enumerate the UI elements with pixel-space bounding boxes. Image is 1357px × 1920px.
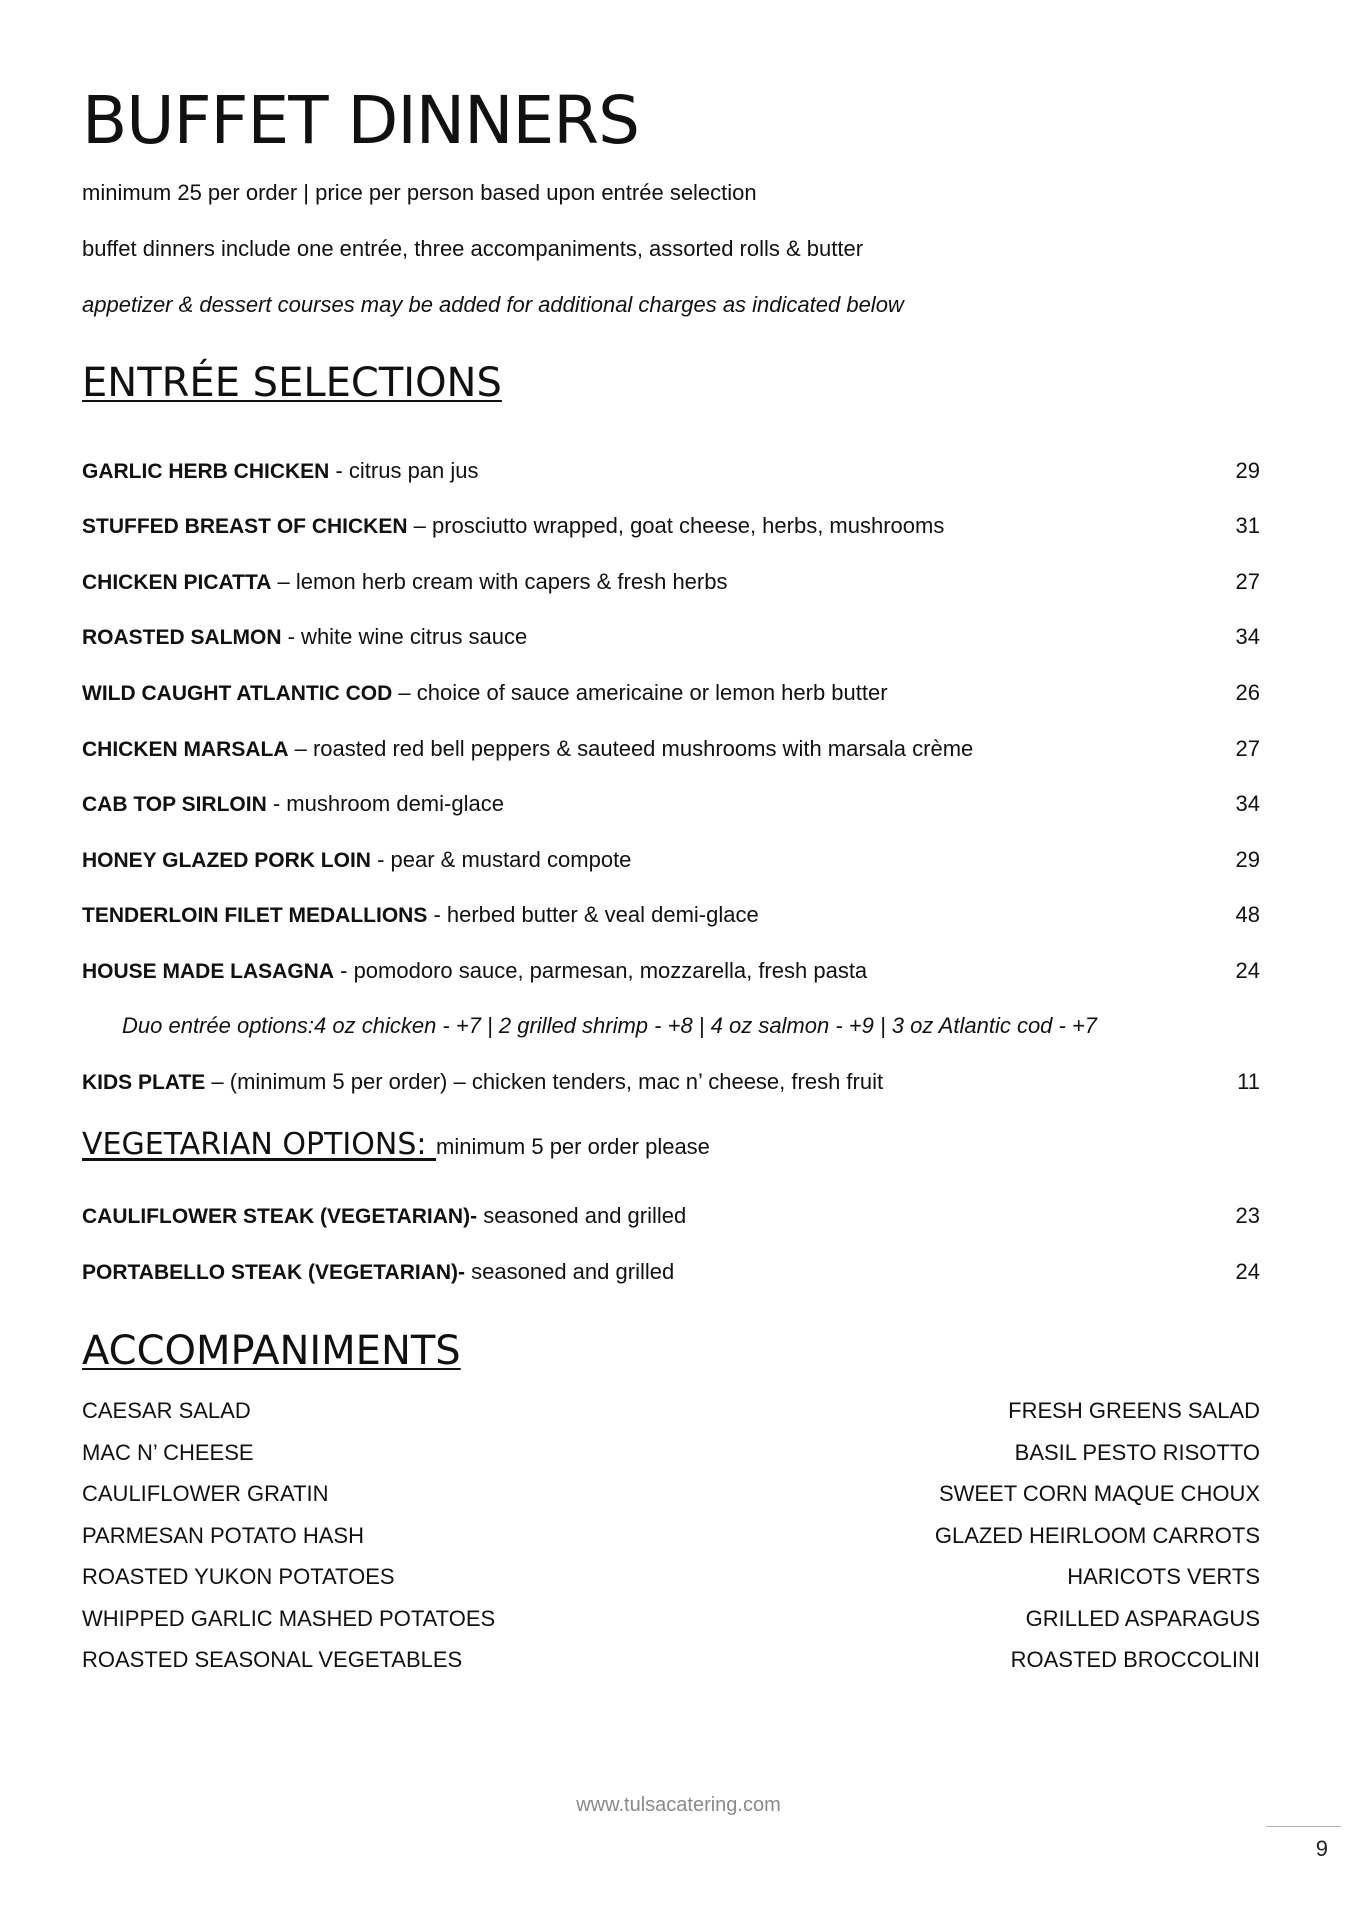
entree-price: 29: [1235, 458, 1260, 483]
kids-plate-price: 11: [1237, 1069, 1260, 1094]
vegetarian-title: VEGETARIAN OPTIONS:: [82, 1127, 437, 1162]
kids-plate-row: [82, 1067, 1260, 1097]
entree-heading: ENTRÉE SELECTIONS: [82, 360, 502, 406]
accompaniment-item: GLAZED HEIRLOOM CARROTS: [934, 1522, 1260, 1548]
entree-desc: - pomodoro sauce, parmesan, mozzarella, fresh pasta: [334, 958, 868, 983]
entree-row: [82, 456, 1260, 486]
entree-desc: - white wine citrus sauce: [281, 624, 528, 649]
entree-price: 34: [1235, 791, 1260, 816]
accompaniment-item: HARICOTS VERTS: [1067, 1564, 1260, 1589]
entree-desc: – prosciutto wrapped, goat cheese, herbs, mushrooms: [407, 513, 945, 538]
vegetarian-name: PORTABELLO STEAK (VEGETARIAN)-: [82, 1261, 466, 1284]
footer-url: www.tulsacatering.com: [576, 1794, 781, 1816]
duo-entree-note: Duo entrée options:4 oz chicken - +7 | 2 grilled shrimp - +8 | 4 oz salmon - +9 | 3 oz Atlantic cod - +7: [122, 1013, 1098, 1038]
vegetarian-heading: [82, 1127, 710, 1162]
accompaniment-item: CAESAR SALAD: [82, 1398, 251, 1423]
entree-row: [82, 789, 1260, 819]
entree-row: [82, 567, 1260, 597]
accompaniments-left-list: [82, 1396, 495, 1687]
accompaniment-item: BASIL PESTO RISOTTO: [1014, 1439, 1260, 1465]
intro-includes: buffet dinners include one entrée, three accompaniments, assorted rolls & butter: [82, 236, 864, 261]
kids-plate-name: KIDS PLATE: [82, 1071, 206, 1094]
accompaniment-item: FRESH GREENS SALAD: [1008, 1398, 1260, 1423]
entree-desc: – roasted red bell peppers & sauteed mushrooms with marsala crème: [288, 736, 974, 761]
accompaniments-right-list: [935, 1396, 1260, 1687]
vegetarian-desc: seasoned and grilled: [477, 1203, 687, 1228]
kids-plate-desc: – (minimum 5 per order) – chicken tenders, mac n’ cheese, fresh fruit: [205, 1069, 884, 1094]
entree-desc: - herbed butter & veal demi-glace: [427, 902, 759, 927]
entree-row: [82, 845, 1260, 875]
intro-addons: appetizer & dessert courses may be added for additional charges as indicated below: [82, 292, 904, 317]
accompaniment-item: PARMESAN POTATO HASH: [82, 1522, 364, 1548]
vegetarian-row: [82, 1201, 1260, 1231]
entree-price: 27: [1235, 736, 1260, 761]
entree-price: 27: [1235, 569, 1260, 594]
entree-desc: – choice of sauce americaine or lemon herb butter: [392, 680, 888, 705]
entree-desc: - mushroom demi-glace: [266, 791, 504, 816]
accompaniment-item: MAC N’ CHEESE: [82, 1439, 254, 1465]
entree-name: HOUSE MADE LASAGNA: [82, 960, 335, 983]
entree-desc: - pear & mustard compote: [370, 847, 632, 872]
entree-price: 24: [1235, 958, 1260, 983]
entree-price: 26: [1235, 680, 1260, 705]
vegetarian-name: CAULIFLOWER STEAK (VEGETARIAN)-: [82, 1205, 478, 1228]
vegetarian-price: 24: [1235, 1259, 1260, 1284]
entree-name: WILD CAUGHT ATLANTIC COD: [82, 682, 393, 705]
vegetarian-price: 23: [1235, 1203, 1260, 1228]
vegetarian-desc: seasoned and grilled: [465, 1259, 675, 1284]
accompaniment-item: ROASTED BROCCOLINI: [1010, 1647, 1260, 1672]
accompaniment-item: ROASTED SEASONAL VEGETABLES: [82, 1647, 463, 1672]
vegetarian-note: minimum 5 per order please: [436, 1134, 710, 1159]
entree-price: 29: [1235, 847, 1260, 872]
page-number: 9: [1315, 1836, 1328, 1861]
entree-name: CAB TOP SIRLOIN: [82, 793, 267, 816]
entree-price: 31: [1235, 513, 1260, 538]
accompaniment-item: ROASTED YUKON POTATOES: [82, 1564, 395, 1589]
entree-name: HONEY GLAZED PORK LOIN: [82, 849, 371, 872]
accompaniment-item: GRILLED ASPARAGUS: [1025, 1605, 1260, 1631]
intro-minimum: minimum 25 per order | price per person based upon entrée selection: [82, 180, 757, 205]
entree-name: STUFFED BREAST OF CHICKEN: [82, 515, 408, 538]
entree-row: [82, 678, 1260, 708]
entree-name: GARLIC HERB CHICKEN: [82, 460, 330, 483]
entree-price: 34: [1235, 624, 1260, 649]
entree-desc: – lemon herb cream with capers & fresh herbs: [271, 569, 728, 594]
vegetarian-row: [82, 1257, 1260, 1287]
entree-row: [82, 900, 1260, 930]
accompaniment-item: WHIPPED GARLIC MASHED POTATOES: [82, 1605, 496, 1631]
entree-name: CHICKEN PICATTA: [82, 571, 272, 594]
accompaniment-item: CAULIFLOWER GRATIN: [82, 1481, 329, 1506]
entree-row: [82, 734, 1260, 764]
entree-price: 48: [1235, 902, 1260, 927]
entree-name: TENDERLOIN FILET MEDALLIONS: [82, 904, 428, 927]
page-title: BUFFET DINNERS: [82, 82, 639, 159]
page-number-rule: [1266, 1826, 1341, 1827]
entree-row: [82, 511, 1260, 541]
entree-name: ROASTED SALMON: [82, 626, 282, 649]
accompaniment-item: SWEET CORN MAQUE CHOUX: [938, 1481, 1260, 1506]
entree-row: [82, 622, 1260, 652]
entree-desc: - citrus pan jus: [329, 458, 479, 483]
entree-name: CHICKEN MARSALA: [82, 738, 289, 761]
accompaniments-heading: ACCOMPANIMENTS: [82, 1328, 461, 1374]
entree-row: [82, 956, 1260, 986]
